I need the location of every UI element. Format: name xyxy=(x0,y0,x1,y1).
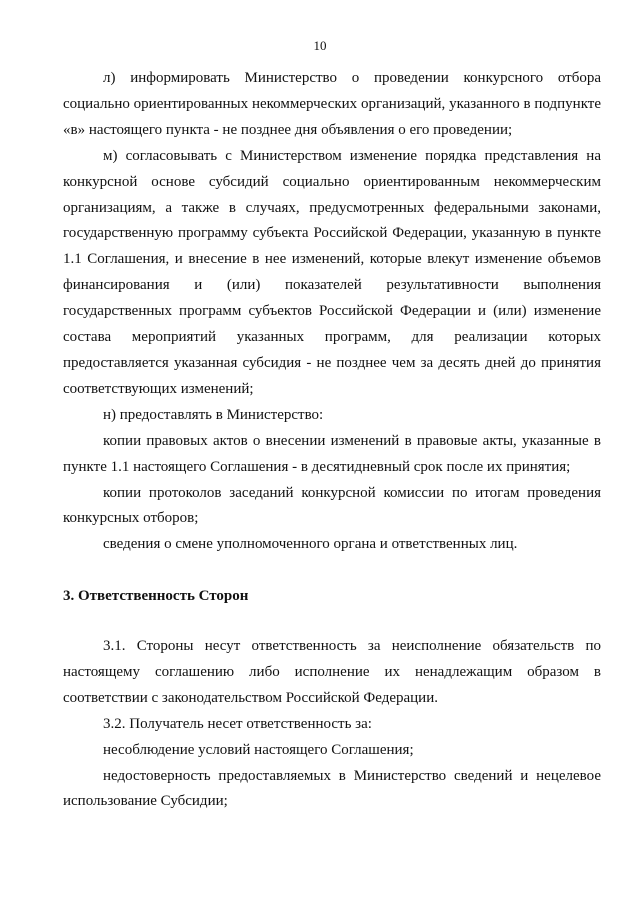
paragraph-3-2-misuse: недостоверность предоставляемых в Министерство сведений и нецелевое использование Субсидии; xyxy=(63,767,601,810)
paragraph-l: л) информировать Министерство о проведении конкурсного отбора социально ориентированных некоммерческих организаций, указанного в подпункте «в» настоящего пункта - не позднее дня объявления о его проведении; xyxy=(63,70,601,138)
section-heading: 3. Ответственность Сторон xyxy=(63,588,249,604)
paragraph-n-legal-acts: копии правовых актов о внесении изменений в правовые акты, указанные в пункте 1.1 настоящего Соглашения - в десятидневный срок после их принятия; xyxy=(63,432,601,475)
section-heading-block xyxy=(63,583,601,609)
paragraph-n-protocols: копии протоколов заседаний конкурсной комиссии по итогам проведения конкурсных отборов; xyxy=(63,484,601,527)
responsibility-list xyxy=(63,634,601,815)
page-number: 10 xyxy=(313,38,327,53)
paragraph-n-authority-change: сведения о смене уполномоченного органа и ответственных лиц. xyxy=(103,536,518,553)
paragraph-m: м) согласовывать с Министерством изменение порядка представления на конкурсной основе субсидий социально ориентированным некоммерческим организациям, а также в случаях, предусмотренных федеральными законами, государственную программу субъекта Российской Федерации, указанную в пункте 1.1 Соглашения, и внесение в нее изменений, которые влекут изменение объемов финансирования и (или) показателей результативности выполнения государственных программ субъектов Российской Федерации и (или) изменение состава мероприятий указанных программ, для реализации которых предоставляется указанная субсидия - не позднее чем за десять дней до принятия соответствующих изменений; xyxy=(63,147,601,397)
paragraph-3-2: 3.2. Получатель несет ответственность за: xyxy=(103,715,372,732)
paragraph-3-1: 3.1. Стороны несут ответственность за неисполнение обязательств по настоящему соглашению либо исполнение их ненадлежащим образом в соответствии с законодательством Российской Федерации. xyxy=(63,638,601,706)
obligations-list xyxy=(63,66,601,558)
paragraph-n: н) предоставлять в Министерство: xyxy=(103,406,324,423)
paragraph-3-2-noncompliance: несоблюдение условий настоящего Соглашения; xyxy=(103,741,414,758)
